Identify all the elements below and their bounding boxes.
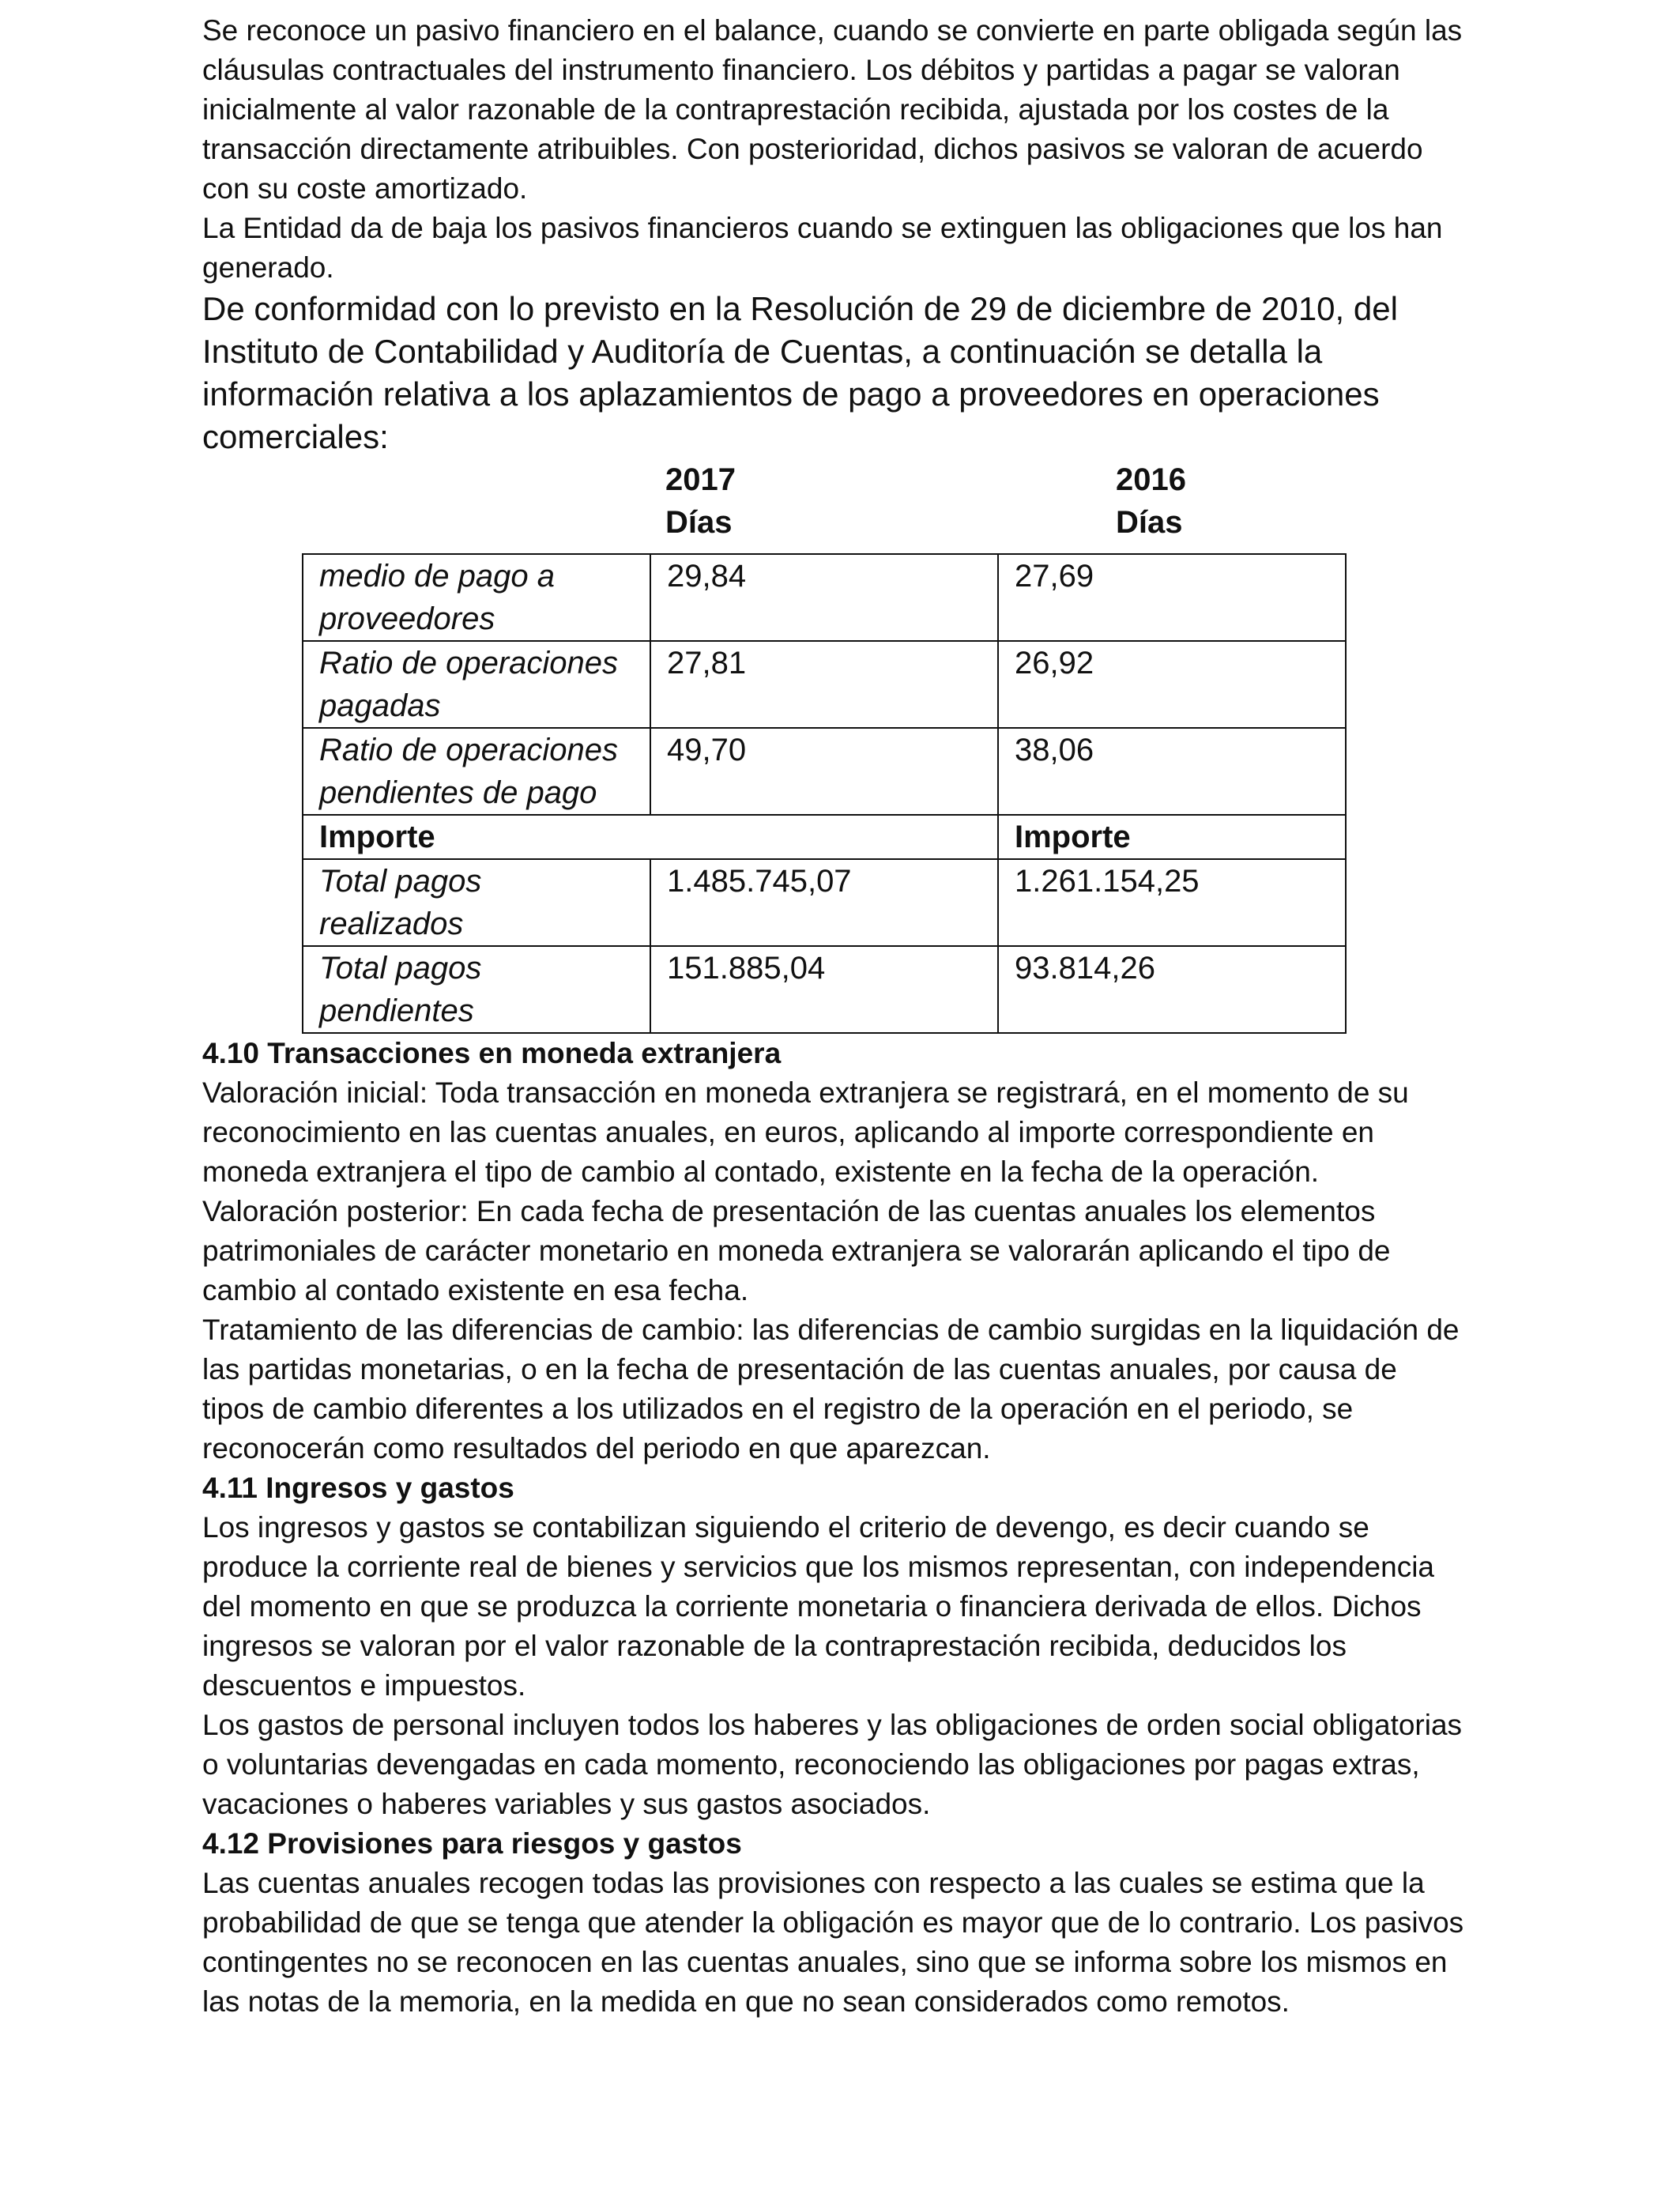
payment-table: [302, 553, 1347, 1034]
paragraph-pasivos: Se reconoce un pasivo financiero en el balance, cuando se convierte en parte obligada según las cláusulas contractuales del instrumento financiero. Los débitos y partidas a pagar se valoran inicialmente al valor razonable de la contraprestación recibida, ajustada por los costes de la transacción directamente atribuibles. Con posterioridad, dichos pasivos se valoran de acuerdo con su coste amortizado.: [202, 14, 1463, 205]
table-row: [303, 641, 1346, 728]
value-2016: 93.814,26: [998, 946, 1346, 1033]
unit-2016-label: Días: [1116, 505, 1183, 540]
section-410-p1: Valoración inicial: Toda transacción en moneda extranjera se registrará, en el momento de su reconocimiento en las cuentas anuales, en euros, aplicando al importe correspondiente en moneda extranjera el tipo de cambio al contado, existente en la fecha de la operación.: [202, 1076, 1409, 1188]
value-2016: 26,92: [998, 641, 1346, 728]
table-row: [303, 859, 1346, 946]
row-label: Ratio de operaciones pendientes de pago: [303, 728, 650, 815]
row-label: Total pagos realizados: [303, 859, 650, 946]
value-2017: 27,81: [650, 641, 998, 728]
importe-header-1: Importe: [303, 815, 998, 859]
section-411-p1: Los ingresos y gastos se contabilizan siguiendo el criterio de devengo, es decir cuando se produce la corriente real de bienes y servicios que los mismos representan, con independencia del momento en que se produzca la corriente monetaria o financiera derivada de ellos. Dichos ingresos se valoran por el valor razonable de la contraprestación recibida, deducidos los descuentos e impuestos.: [202, 1511, 1434, 1702]
importe-header-2: Importe: [998, 815, 1346, 859]
document-page: [202, 11, 1467, 2022]
value-2017: 49,70: [650, 728, 998, 815]
section-410-p2: Valoración posterior: En cada fecha de presentación de las cuentas anuales los elementos patrimoniales de carácter monetario en moneda extranjera se valorarán aplicando el tipo de cambio al contado existente en esa fecha.: [202, 1195, 1391, 1306]
value-2017: 1.485.745,07: [650, 859, 998, 946]
value-2016: 27,69: [998, 554, 1346, 641]
section-411-title: 4.11 Ingresos y gastos: [202, 1472, 514, 1504]
table-row-importe: [303, 815, 1346, 859]
row-label: Total pagos pendientes: [303, 946, 650, 1033]
unit-2017-label: Días: [665, 505, 733, 540]
section-411-p2: Los gastos de personal incluyen todos los haberes y las obligaciones de orden social obligatorias o voluntarias devengadas en cada momento, reconociendo las obligaciones por pagas extras, vacaciones o haberes variables y sus gastos asociados.: [202, 1709, 1463, 1820]
table-row: [303, 554, 1346, 641]
value-2017: 29,84: [650, 554, 998, 641]
row-label: Ratio de operaciones pagadas: [303, 641, 650, 728]
table-row: [303, 728, 1346, 815]
table-row: [303, 946, 1346, 1033]
year-2016-label: 2016: [1116, 462, 1186, 497]
year-2017-label: 2017: [665, 462, 736, 497]
section-412-p1: Las cuentas anuales recogen todas las provisiones con respecto a las cuales se estima que la probabilidad de que se tenga que atender la obligación es mayor que de lo contrario. Los pasivos contingentes no se reconocen en las cuentas anuales, sino que se informa sobre los mismos en las notas de la memoria, en la medida en que no sean considerados como remotos.: [202, 1867, 1464, 2018]
paragraph-baja: La Entidad da de baja los pasivos financieros cuando se extinguen las obligaciones que los han generado.: [202, 212, 1443, 284]
value-2016: 38,06: [998, 728, 1346, 815]
section-410-title: 4.10 Transacciones en moneda extranjera: [202, 1037, 782, 1069]
value-2016: 1.261.154,25: [998, 859, 1346, 946]
row-label: medio de pago a proveedores: [303, 554, 650, 641]
paragraph-resolucion: De conformidad con lo previsto en la Resolución de 29 de diciembre de 2010, del Instituto de Contabilidad y Auditoría de Cuentas, a continuación se detalla la información relativa a los aplazamientos de pago a proveedores en operaciones comerciales:: [202, 290, 1398, 455]
section-412-title: 4.12 Provisiones para riesgos y gastos: [202, 1827, 742, 1860]
value-2017: 151.885,04: [650, 946, 998, 1033]
section-410-p3: Tratamiento de las diferencias de cambio: las diferencias de cambio surgidas en la liquidación de las partidas monetarias, o en la fecha de presentación de las cuentas anuales, por causa de tipos de cambio diferentes a los utilizados en el registro de la operación en el periodo, se reconocerán como resultados del periodo en que aparezcan.: [202, 1314, 1460, 1465]
table-year-header: [202, 458, 1467, 552]
